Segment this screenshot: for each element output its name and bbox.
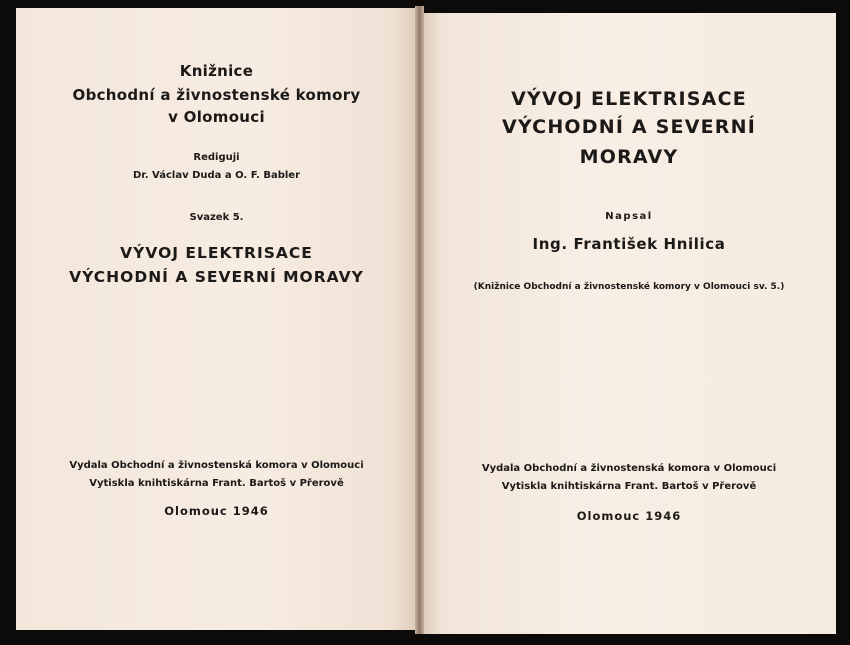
right-printer: Vytiskla knihtiskárna Frant. Bartoš v Přerově (501, 481, 757, 492)
editors-names: Dr. Václav Duda a O. F. Babler (132, 170, 301, 181)
right-title-line-3: MORAVY (579, 146, 679, 168)
author-name: Ing. František Hnilica (532, 235, 726, 253)
written-by-label: Napsal (605, 211, 653, 222)
volume-number: Svazek 5. (189, 212, 244, 223)
library-name-line-3: v Olomouci (168, 108, 265, 126)
right-title-line-1: VÝVOJ ELEKTRISACE (511, 88, 747, 110)
right-title-line-2: VÝCHODNÍ A SEVERNÍ (501, 116, 756, 138)
left-title-line-2: VÝCHODNÍ A SEVERNÍ MORAVY (69, 268, 364, 286)
right-place-year: Olomouc 1946 (576, 509, 682, 523)
left-publisher: Vydala Obchodní a živnostenská komora v Olomouci (69, 460, 364, 471)
left-place-year: Olomouc 1946 (164, 504, 269, 518)
library-name-line-1: Knižnice (179, 62, 254, 80)
editors-label: Rediguji (193, 152, 240, 163)
series-note: (Knižnice Obchodní a živnostenské komory v Olomouci sv. 5.) (473, 282, 785, 292)
left-printer: Vytiskla knihtiskárna Frant. Bartoš v Přerově (89, 478, 344, 489)
library-name-line-2: Obchodní a živnostenské komory (72, 86, 361, 104)
right-publisher: Vydala Obchodní a živnostenská komora v Olomouci (481, 463, 777, 474)
left-title-line-1: VÝVOJ ELEKTRISACE (120, 244, 313, 262)
